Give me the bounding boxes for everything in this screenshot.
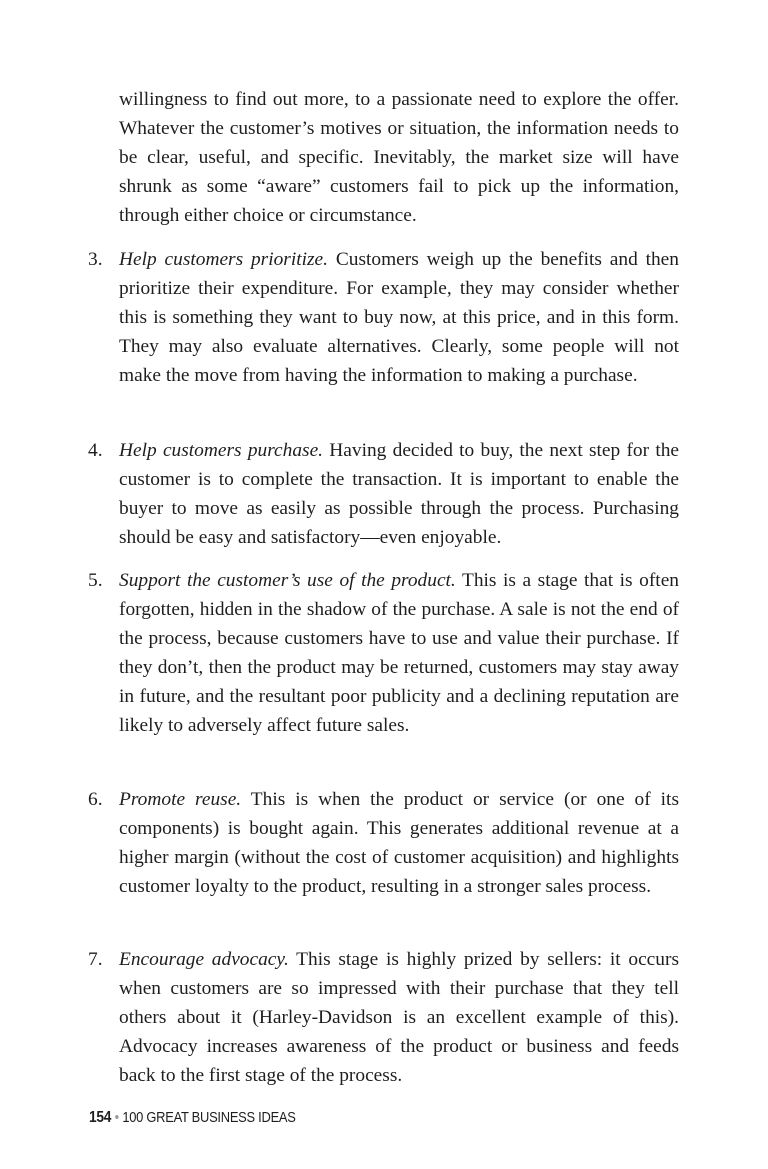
- item-number: 5.: [88, 570, 103, 591]
- item-body: [119, 436, 679, 552]
- continuation-paragraph: willingness to find out more, to a passionate need to explore the offer. Whatever the customer’s motives or situation, the information needs to be clear, useful, and specific. Inevitably, the market size will have shrunk as some “aware” customers fail to pick up the information, through either choice or circumstance.: [119, 89, 679, 227]
- item-body: [119, 785, 679, 901]
- footer-separator: •: [114, 1109, 119, 1126]
- list-item: [88, 245, 679, 390]
- item-text: This stage is highly prized by sellers: it occurs when customers are so impressed with their purchase that they tell others about it (Harley-Davidson is an excellent example of this). Advocacy increases awareness of the product or business and feeds back to the first stage of the process.: [119, 949, 679, 1087]
- item-text: This is when the product or service (or one of its components) is bought again. This generates additional revenue at a higher margin (without the cost of customer acquisition) and highlights customer loyalty to the product, resulting in a stronger sales process.: [119, 789, 679, 898]
- item-number: 6.: [88, 789, 103, 810]
- list-item: [88, 436, 679, 552]
- item-text: This is a stage that is often forgotten, hidden in the shadow of the purchase. A sale is not the end of the process, because customers have to use and value their purchase. If they don’t, then the product may be returned, customers may stay away in future, and the resultant poor publicity and a declining reputation are likely to adversely affect future sales.: [119, 570, 679, 737]
- list-item: [88, 785, 679, 901]
- list-item: [88, 566, 679, 741]
- item-lead: Support the customer’s use of the product.: [119, 570, 456, 591]
- item-body: [119, 245, 679, 390]
- item-number: 7.: [88, 949, 103, 970]
- item-text: Having decided to buy, the next step for the customer is to complete the transaction. It is important to enable the buyer to move as easily as possible through the process. Purchasing should be easy and satisfactory—even enjoyable.: [119, 440, 680, 549]
- list-item: [88, 945, 679, 1090]
- item-body: [119, 566, 679, 741]
- page-footer: [89, 1109, 296, 1127]
- item-lead: Encourage advocacy.: [119, 949, 289, 970]
- item-number: 4.: [88, 440, 103, 461]
- page-number: 154: [89, 1109, 112, 1126]
- book-title: 100 GREAT BUSINESS IDEAS: [122, 1109, 296, 1126]
- item-text: Customers weigh up the benefits and then prioritize their expenditure. For example, they may consider whether this is something they want to buy now, at this price, and in this form. They may also evaluate alternatives. Clearly, some people will not make the move from having the information to making a purchase.: [119, 249, 679, 387]
- item-lead: Help customers purchase.: [119, 440, 324, 461]
- item-number: 3.: [88, 249, 103, 270]
- item-lead: Promote reuse.: [119, 789, 242, 810]
- item-body: [119, 945, 679, 1090]
- item-lead: Help customers prioritize.: [119, 249, 329, 270]
